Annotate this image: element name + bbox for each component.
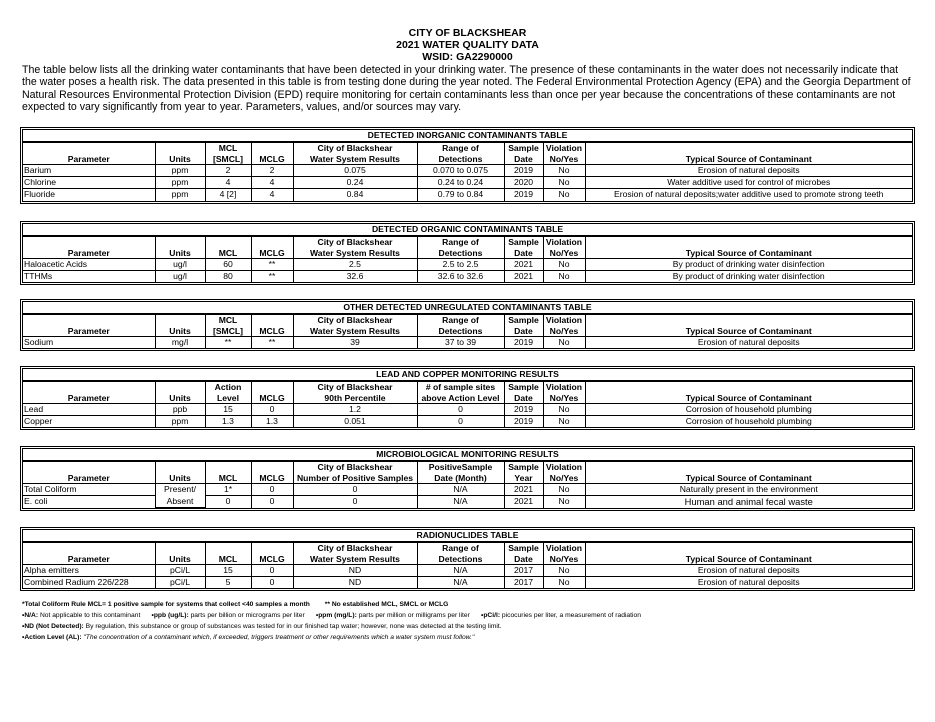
col-source: Typical Source of Contaminant <box>585 143 912 165</box>
col-units: Units <box>155 462 205 484</box>
col-parameter: Parameter <box>23 315 155 337</box>
cell-range: N/A <box>417 565 504 577</box>
col-parameter: Parameter <box>23 382 155 404</box>
cell-source: Erosion of natural deposits;water additive used to promote strong teeth <box>585 189 912 201</box>
col-source: Typical Source of Contaminant <box>585 382 912 404</box>
col-source: Typical Source of Contaminant <box>585 237 912 259</box>
city-title: CITY OF BLACKSHEAR <box>408 27 527 39</box>
col-range: Range of Detections <box>417 237 504 259</box>
cell-units: ppm <box>155 177 205 189</box>
cell-mclg: ** <box>251 271 293 283</box>
cell-mcl: 0 <box>205 496 251 508</box>
cell-mcl: 4 <box>205 177 251 189</box>
col-date: Sample Date <box>504 543 543 565</box>
cell-source: Water additive used for control of microbes <box>585 177 912 189</box>
col-mclg: MCLG <box>251 143 293 165</box>
cell-result: ND <box>293 565 417 577</box>
col-parameter: Parameter <box>23 462 155 484</box>
col-mcl: MCL <box>205 543 251 565</box>
cell-year: 2021 <box>504 496 543 508</box>
cell-units: ppm <box>155 165 205 177</box>
cell-mclg: ** <box>251 259 293 271</box>
cell-parameter: Alpha emitters <box>23 565 155 577</box>
col-sites: # of sample sites above Action Level <box>417 382 504 404</box>
col-date: Sample Date <box>504 237 543 259</box>
cell-result: 0.84 <box>293 189 417 201</box>
cell-mclg: ** <box>251 337 293 349</box>
ppm-label: •ppm (mg/L): <box>315 612 357 619</box>
cell-date: 2021 <box>504 259 543 271</box>
cell-units: ppm <box>155 416 205 428</box>
cell-result: 2.5 <box>293 259 417 271</box>
cell-parameter: Combined Radium 226/228 <box>23 577 155 589</box>
cell-mclg: 4 <box>251 189 293 201</box>
col-violation: Violation No/Yes <box>543 237 585 259</box>
action-level-text: "The concentration of a contaminant which, if exceeded, triggers treatment or other requirements which a water system must follow." <box>81 634 475 641</box>
table-row <box>23 416 912 428</box>
action-level-label: •Action Level (AL): <box>22 634 82 641</box>
cell-units: pCi/L <box>155 577 205 589</box>
cell-mclg: 1.3 <box>251 416 293 428</box>
footnotes <box>22 599 922 643</box>
col-mclg: MCLG <box>251 543 293 565</box>
cell-mclg: 0 <box>251 404 293 416</box>
cell-violation: No <box>543 189 585 201</box>
col-percentile: City of Blackshear 90th Percentile <box>293 382 417 404</box>
cell-violation: No <box>543 577 585 589</box>
cell-range: 37 to 39 <box>417 337 504 349</box>
col-results: City of Blackshear Water System Results <box>293 143 417 165</box>
cell-mcl: 1* <box>205 484 251 496</box>
cell-parameter: TTHMs <box>23 271 155 283</box>
col-parameter: Parameter <box>23 143 155 165</box>
col-results: City of Blackshear Water System Results <box>293 315 417 337</box>
cell-date: 2020 <box>504 177 543 189</box>
cell-parameter: Sodium <box>23 337 155 349</box>
cell-mcl: 4 [2] <box>205 189 251 201</box>
cell-units: ug/l <box>155 271 205 283</box>
col-units: Units <box>155 543 205 565</box>
cell-positive-date: N/A <box>417 484 504 496</box>
cell-violation: No <box>543 337 585 349</box>
table-row <box>23 404 912 416</box>
table-title: OTHER DETECTED UNREGULATED CONTAMINANTS TABLE <box>23 302 912 314</box>
col-mclg: MCLG <box>251 237 293 259</box>
table-row <box>23 189 912 201</box>
cell-parameter: Chlorine <box>23 177 155 189</box>
cell-mcl: ** <box>205 337 251 349</box>
col-units: Units <box>155 382 205 404</box>
col-date: Sample Date <box>504 143 543 165</box>
cell-source: Erosion of natural deposits <box>585 165 912 177</box>
cell-violation: No <box>543 565 585 577</box>
cell-violation: No <box>543 496 585 508</box>
col-mclg: MCLG <box>251 462 293 484</box>
cell-mclg: 0 <box>251 565 293 577</box>
cell-mclg: 2 <box>251 165 293 177</box>
cell-mcl: 15 <box>205 565 251 577</box>
cell-units: ug/l <box>155 259 205 271</box>
cell-range: N/A <box>417 577 504 589</box>
footnote-line <box>22 621 922 632</box>
cell-result: 1.2 <box>293 404 417 416</box>
lead-copper-table <box>20 366 915 430</box>
cell-result: ND <box>293 577 417 589</box>
cell-date: 2019 <box>504 337 543 349</box>
table-row <box>23 577 912 589</box>
col-results: City of Blackshear Water System Results <box>293 543 417 565</box>
coliform-rule-note: *Total Coliform Rule MCL= 1 positive sample for systems that collect <40 samples a month <box>22 601 310 608</box>
intro-paragraph: The table below lists all the drinking water contaminants that have been detected in your drinking water. The presence of these contaminants in the water does not necessarily indicate that the water poses a health risk. The data presented in this table is from testing done during the year noted. The Federal Environmental Protection Agency (EPA) and the Georgia Department of Natural Resources Environmental Protection Division (EPD) require monitoring for certain contaminants less than once per year because the concentrations of these contaminants are not expected to vary significantly from year to year. Parameters, values, and/or sources may vary. <box>22 64 911 114</box>
wsid: WSID: GA2290000 <box>422 51 513 63</box>
cell-result: 0 <box>293 496 417 508</box>
cell-mcl: 5 <box>205 577 251 589</box>
col-violation: Violation No/Yes <box>543 462 585 484</box>
cell-source: Naturally present in the environment <box>585 484 912 496</box>
cell-action-level: 15 <box>205 404 251 416</box>
unregulated-table <box>20 299 915 351</box>
no-mcl-note: ** No established MCL, SMCL or MCLG <box>324 601 449 608</box>
microbiological-table <box>20 446 915 511</box>
table-title: DETECTED INORGANIC CONTAMINANTS TABLE <box>23 130 912 142</box>
inorganic-table <box>20 127 915 204</box>
col-range: Range of Detections <box>417 315 504 337</box>
cell-violation: No <box>543 416 585 428</box>
col-positive-samples: City of Blackshear Number of Positive Samples <box>293 462 417 484</box>
cell-result: 32.6 <box>293 271 417 283</box>
cell-mclg: 0 <box>251 577 293 589</box>
cell-range: 2.5 to 2.5 <box>417 259 504 271</box>
table-row <box>23 565 912 577</box>
cell-parameter: Fluoride <box>23 189 155 201</box>
cell-action-level: 1.3 <box>205 416 251 428</box>
pci-text: picocuries per liter, a measurement of radiation <box>500 612 641 619</box>
col-date: Sample Date <box>504 315 543 337</box>
footnote-line <box>22 632 922 643</box>
radionuclides-table <box>20 527 915 591</box>
cell-source: Human and animal fecal waste <box>585 496 912 508</box>
cell-result: 0.051 <box>293 416 417 428</box>
col-mcl: MCL [SMCL] <box>205 315 251 337</box>
cell-mclg: 4 <box>251 177 293 189</box>
table-row <box>23 259 912 271</box>
cell-range: 32.6 to 32.6 <box>417 271 504 283</box>
report-title: 2021 WATER QUALITY DATA <box>396 39 539 51</box>
cell-units: ppm <box>155 189 205 201</box>
col-mclg: MCLG <box>251 382 293 404</box>
cell-violation: No <box>543 404 585 416</box>
table-title: DETECTED ORGANIC CONTAMINANTS TABLE <box>23 224 912 236</box>
cell-date: 2019 <box>504 165 543 177</box>
col-date: Sample Date <box>504 382 543 404</box>
cell-parameter: Haloacetic Acids <box>23 259 155 271</box>
col-results: City of Blackshear Water System Results <box>293 237 417 259</box>
col-parameter: Parameter <box>23 543 155 565</box>
cell-source: Erosion of natural deposits <box>585 337 912 349</box>
cell-range: 0.070 to 0.075 <box>417 165 504 177</box>
table-row <box>23 271 912 283</box>
cell-source: Corrosion of household plumbing <box>585 404 912 416</box>
col-violation: Violation No/Yes <box>543 315 585 337</box>
cell-year: 2021 <box>504 484 543 496</box>
cell-source: Corrosion of household plumbing <box>585 416 912 428</box>
table-title: MICROBIOLOGICAL MONITORING RESULTS <box>23 449 912 461</box>
cell-sites: 0 <box>417 416 504 428</box>
cell-date: 2021 <box>504 271 543 283</box>
cell-mclg: 0 <box>251 496 293 508</box>
col-range: Range of Detections <box>417 543 504 565</box>
pci-label: •pCi/l: <box>480 612 501 619</box>
col-positive-date: PositiveSample Date (Month) <box>417 462 504 484</box>
cell-mcl: 80 <box>205 271 251 283</box>
cell-units: ppb <box>155 404 205 416</box>
ppm-text: parts per million or milligrams per liter <box>356 612 470 619</box>
col-mclg: MCLG <box>251 315 293 337</box>
col-source: Typical Source of Contaminant <box>585 543 912 565</box>
cell-violation: No <box>543 165 585 177</box>
col-units: Units <box>155 315 205 337</box>
cell-date: 2019 <box>504 416 543 428</box>
col-units: Units <box>155 143 205 165</box>
table-title: RADIONUCLIDES TABLE <box>23 530 912 542</box>
table-row <box>23 337 912 349</box>
col-mcl: MCL [SMCL] <box>205 143 251 165</box>
table-row <box>23 177 912 189</box>
col-year: Sample Year <box>504 462 543 484</box>
na-label: •N/A: <box>22 612 39 619</box>
cell-violation: No <box>543 259 585 271</box>
cell-parameter: Lead <box>23 404 155 416</box>
cell-violation: No <box>543 271 585 283</box>
cell-range: 0.79 to 0.84 <box>417 189 504 201</box>
cell-date: 2019 <box>504 189 543 201</box>
cell-source: By product of drinking water disinfection <box>585 271 912 283</box>
cell-date: 2019 <box>504 404 543 416</box>
cell-parameter: E. coli <box>23 496 155 508</box>
col-range: Range of Detections <box>417 143 504 165</box>
cell-source: Erosion of natural deposits <box>585 577 912 589</box>
cell-date: 2017 <box>504 565 543 577</box>
col-parameter: Parameter <box>23 237 155 259</box>
cell-units: Present/ Absent <box>155 484 205 508</box>
cell-parameter: Barium <box>23 165 155 177</box>
cell-units: mg/l <box>155 337 205 349</box>
nd-label: •ND (Not Detected): <box>22 623 84 630</box>
report-header <box>0 27 935 63</box>
cell-units: pCi/L <box>155 565 205 577</box>
cell-source: By product of drinking water disinfection <box>585 259 912 271</box>
col-source: Typical Source of Contaminant <box>585 315 912 337</box>
cell-parameter: Copper <box>23 416 155 428</box>
table-row <box>23 165 912 177</box>
cell-positive-date: N/A <box>417 496 504 508</box>
cell-mclg: 0 <box>251 484 293 496</box>
cell-parameter: Total Coliform <box>23 484 155 496</box>
col-violation: Violation No/Yes <box>543 382 585 404</box>
cell-result: 0.24 <box>293 177 417 189</box>
col-units: Units <box>155 237 205 259</box>
cell-mcl: 60 <box>205 259 251 271</box>
col-mcl: MCL <box>205 462 251 484</box>
table-title: LEAD AND COPPER MONITORING RESULTS <box>23 369 912 381</box>
cell-result: 0 <box>293 484 417 496</box>
cell-violation: No <box>543 177 585 189</box>
cell-result: 0.075 <box>293 165 417 177</box>
col-mcl: MCL <box>205 237 251 259</box>
ppb-text: parts per billion or micrograms per liter <box>188 612 305 619</box>
col-violation: Violation No/Yes <box>543 543 585 565</box>
na-text: Not applicable to this contaminant <box>38 612 141 619</box>
cell-range: 0.24 to 0.24 <box>417 177 504 189</box>
col-violation: Violation No/Yes <box>543 143 585 165</box>
col-source: Typical Source of Contaminant <box>585 462 912 484</box>
cell-violation: No <box>543 484 585 496</box>
nd-text: By regulation, this substance or group of substances was tested for in our finished tap water; however, none was detected at the testing limit. <box>83 623 502 630</box>
footnote-line <box>22 599 922 610</box>
organic-table <box>20 221 915 285</box>
cell-mcl: 2 <box>205 165 251 177</box>
ppb-label: •ppb (ug/L): <box>151 612 189 619</box>
cell-sites: 0 <box>417 404 504 416</box>
cell-result: 39 <box>293 337 417 349</box>
cell-source: Erosion of natural deposits <box>585 565 912 577</box>
cell-date: 2017 <box>504 577 543 589</box>
footnote-line <box>22 610 922 621</box>
table-row <box>23 484 912 496</box>
col-action-level: Action Level <box>205 382 251 404</box>
